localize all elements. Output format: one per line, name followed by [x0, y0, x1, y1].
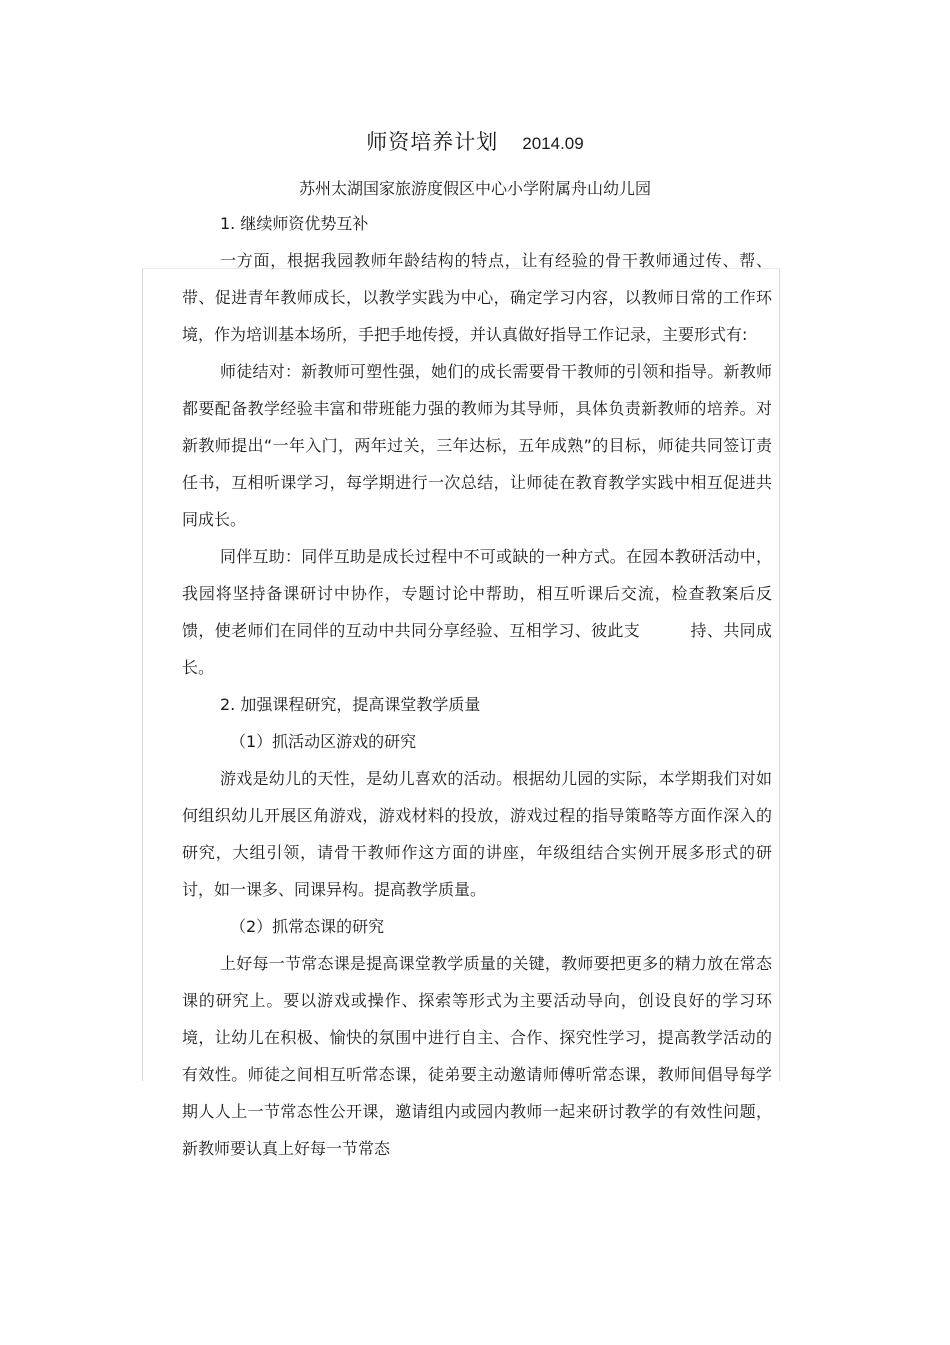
school-name: 苏州太湖国家旅游度假区中心小学附属舟山幼儿园 — [298, 179, 651, 198]
document-body — [182, 205, 772, 1167]
paragraph-3-part-a: 同伴互助：同伴互助是成长过程中不可或缺的一种方式。在园本教研活动中，我园将坚持备课研讨中协作，专题讨论中帮助，相互听课后交流，检查教案后反馈，使老师们在同伴的互动中共同分享经验、互相学习、彼此支 — [182, 547, 772, 640]
subsection-1-heading: （1）抓活动区游戏的研究 — [230, 732, 417, 751]
paragraph-3-part-b: 持、共同成长。 — [182, 621, 772, 677]
section-2-paragraph-2: 上好每一节常态课是提高课堂教学质量的关键，教师要把更多的精力放在常态课的研究上。要以游戏或操作、探索等形式为主要活动导向，创设良好的学习环境，让幼儿在积极、愉快的氛围中进行自主、合作、探究性学习，提高教学活动的有效性。师徒之间相互听常态课，徒弟要主动邀请师傅听常态课，教师间倡导每学期人人上一节常态性公开课，邀请组内或园内教师一起来研讨教学的有效性问题，新教师要认真上好每一节常态 — [182, 954, 772, 1158]
document-date: 2014.09 — [522, 134, 584, 153]
title-row — [0, 126, 950, 156]
document-title: 师资培养计划 — [366, 130, 499, 154]
subsection-2-heading: （2）抓常态课的研究 — [230, 917, 385, 936]
section-1-paragraph-1: 一方面，根据我园教师年龄结构的特点，让有经验的骨干教师通过传、帮、带、促进青年教师成长，以教学实践为中心，确定学习内容，以教师日常的工作环境，作为培训基本场所，手把手地传授，并认真做好指导工作记录，主要形式有: — [182, 251, 772, 344]
section-1-heading: 1. 继续师资优势互补 — [220, 214, 369, 233]
section-2-heading: 2. 加强课程研究，提高课堂教学质量 — [220, 695, 481, 714]
section-1-paragraph-3 — [182, 538, 772, 686]
section-2-paragraph-1: 游戏是幼儿的天性，是幼儿喜欢的活动。根据幼儿园的实际，本学期我们对如何组织幼儿开展区角游戏，游戏材料的投放，游戏过程的指导策略等方面作深入的研究，大组引领，请骨干教师作这方面的讲座，年级组结合实例开展多形式的研讨，如一课多、同课异构。提高教学质量。 — [182, 769, 772, 899]
section-1-paragraph-2: 师徒结对：新教师可塑性强，她们的成长需要骨干教师的引领和指导。新教师都要配备教学经验丰富和带班能力强的教师为其导师，具体负责新教师的培养。对新教师提出“一年入门，两年过关，三年达标，五年成熟”的目标，师徒共同签订责任书，互相听课学习，每学期进行一次总结，让师徒在教育教学实践中相互促进共同成长。 — [182, 362, 772, 529]
